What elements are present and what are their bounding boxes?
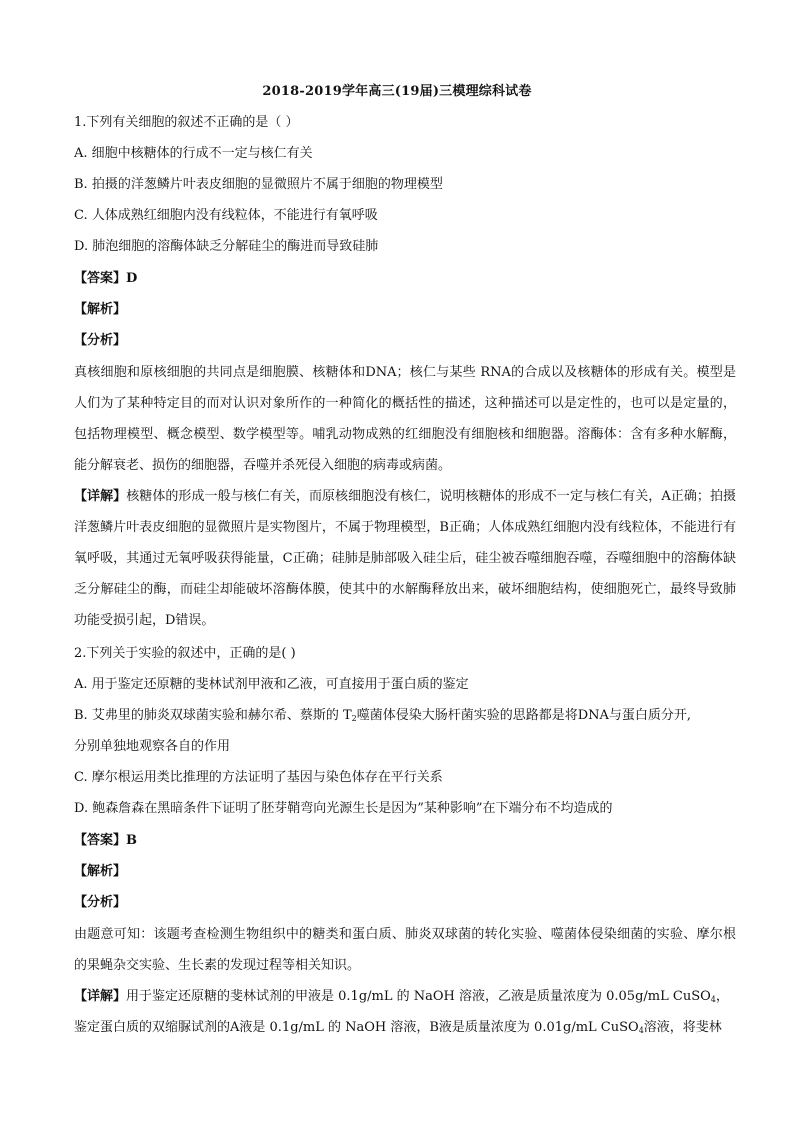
- q2-analysis: 由题意可知：该题考查检测生物组织中的糖类和蛋白质、肺炎双球菌的转化实验、噬菌体侵染细菌的实验、摩尔根的果蝇杂交实验、生长素的发现过程等相关知识。: [74, 927, 736, 973]
- q1-answer: 【答案】D: [74, 271, 138, 286]
- q1-jiexi-label: 【解析】: [74, 302, 127, 317]
- q2-jiexi-label: 【解析】: [74, 864, 127, 879]
- q1-detail: [74, 481, 736, 636]
- q1-option-b: B. 拍摄的洋葱鳞片叶表皮细胞的显微照片不属于细胞的物理模型: [74, 177, 443, 192]
- q2-option-b-sub: 2: [351, 714, 357, 723]
- q2-detail-part1: 用于鉴定还原糖的斐林试剂的甲液是 0.1g/mL 的 NaOH 溶液，乙液是质量浓度为 0.05g/mL CuSO: [126, 989, 711, 1004]
- exam-title: 2018-2019学年高三(19届)三模理综科试卷: [262, 84, 532, 99]
- q2-option-b-part2: 噬菌体侵染大肠杆菌实验的思路都是将DNA与蛋白质分开,: [356, 708, 692, 723]
- q2-detail-line1: [74, 988, 734, 1006]
- q2-option-a: A. 用于鉴定还原糖的斐林试剂甲液和乙液，可直接用于蛋白质的鉴定: [74, 677, 469, 692]
- q2-option-b-cont: 分别单独地观察各自的作用: [74, 739, 231, 754]
- q1-analysis: 真核细胞和原核细胞的共同点是细胞膜、核糖体和DNA；核仁与某些 RNA的合成以及核糖体的形成有关。模型是人们为了某种特定目的而对认识对象所作的一种简化的概括性的描述，这种描述可以是定性的，也可以是定量的，包括物理模型、概念模型、数学模型等。哺乳动物成熟的红细胞没有细胞核和细胞器。溶酶体：含有多种水解酶，能分解衰老、损伤的细胞器，吞噬并杀死侵入细胞的病毒或病菌。: [74, 365, 736, 473]
- q2-option-c: C. 摩尔根运用类比推理的方法证明了基因与染色体存在平行关系: [74, 770, 443, 785]
- q2-fenxi-label: 【分析】: [74, 895, 127, 910]
- q1-detail-text: 核糖体的形成一般与核仁有关，而原核细胞没有核仁，说明核糖体的形成不一定与核仁有关，A正确；拍摄洋葱鳞片叶表皮细胞的显微照片是实物图片，不属于物理模型，B正确；人体成熟红细胞内没有线粒体，不能进行有氧呼吸，其通过无氧呼吸获得能量，C正确；硅肺是肺部吸入硅尘后，硅尘被吞噬细胞吞噬，吞噬细胞中的溶酶体缺乏分解硅尘的酶，而硅尘却能破坏溶酶体膜，使其中的水解酶释放出来，破坏细胞结构，使细胞死亡，最终导致肺功能受损引起，D错误。: [74, 489, 736, 628]
- q2-detail-label: 【详解】: [74, 989, 127, 1004]
- q1-option-c: C. 人体成熟红细胞内没有线粒体，不能进行有氧呼吸: [74, 208, 378, 223]
- q2-option-b: [74, 707, 734, 725]
- q2-option-b-part1: B. 艾弗里的肺炎双球菌实验和赫尔希、蔡斯的 T: [74, 708, 352, 723]
- q1-option-d: D. 肺泡细胞的溶酶体缺乏分解硅尘的酶进而导致硅肺: [74, 239, 379, 254]
- q2-detail-part4: 溶液，将斐林: [643, 1020, 722, 1035]
- q2-option-d: D. 鲍森詹森在黑暗条件下证明了胚芽鞘弯向光源生长是因为”某种影响”在下端分布不均造成的: [74, 801, 613, 816]
- q2-detail-part3: 鉴定蛋白质的双缩脲试剂的A液是 0.1g/mL 的 NaOH 溶液，B液是质量浓度为 0.01g/mL CuSO: [74, 1020, 639, 1035]
- q2-detail-sub2: 4: [638, 1026, 644, 1035]
- q2-detail-sub1: 4: [710, 995, 716, 1004]
- q1-stem: 1.下列有关细胞的叙述不正确的是（ ）: [74, 115, 299, 130]
- q1-fenxi-label: 【分析】: [74, 333, 127, 348]
- q2-detail-part2: ，: [715, 989, 729, 1004]
- q2-answer: 【答案】B: [74, 833, 137, 848]
- q2-stem: 2.下列关于实验的叙述中，正确的是( ): [74, 646, 296, 661]
- q2-detail-line2: [74, 1019, 734, 1037]
- q1-detail-label: 【详解】: [74, 489, 127, 504]
- q1-option-a: A. 细胞中核糖体的行成不一定与核仁有关: [74, 146, 313, 161]
